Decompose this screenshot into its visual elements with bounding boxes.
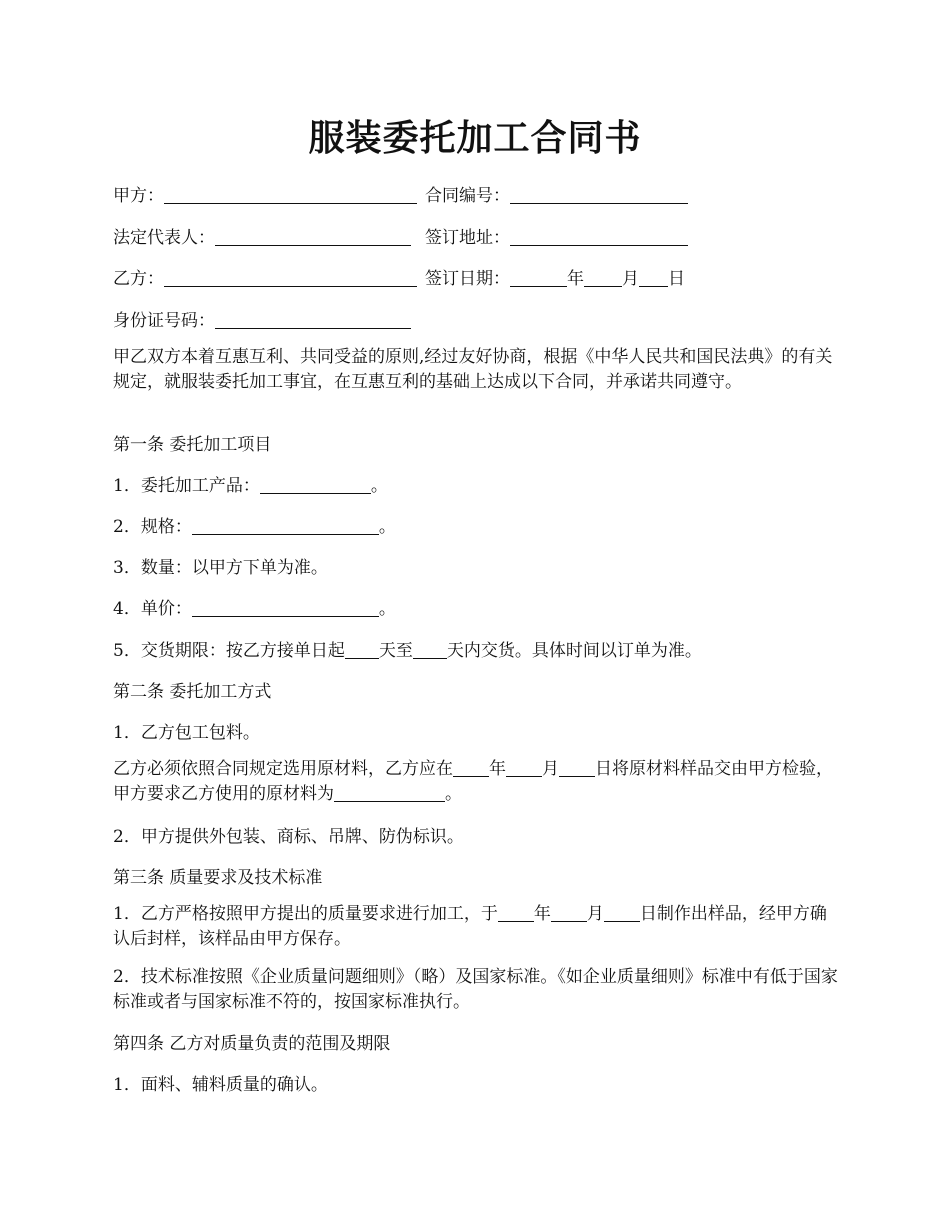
materials-paragraph [113, 757, 843, 807]
legal-rep-label: 法定代表人： [113, 228, 215, 248]
spec-blank [192, 533, 379, 535]
sample-month-blank [551, 920, 587, 922]
materials-text-b: 日将原材料样品交由甲方检验，甲方要求乙方使用的原材料为 [113, 759, 833, 804]
sign-date-label: 签订日期： [425, 269, 510, 289]
contract-no-label: 合同编号： [425, 186, 510, 206]
month-blank [584, 285, 622, 287]
sample-day-blank [604, 920, 640, 922]
item-1-1 [113, 471, 388, 496]
materials-month-label: 月 [542, 759, 559, 779]
legal-rep-line [113, 223, 411, 248]
item-2-1: 1．乙方包工包料。 [113, 723, 260, 743]
materials-day-blank [559, 775, 595, 777]
item-1-2 [113, 512, 396, 537]
month-label: 月 [622, 269, 639, 289]
year-label: 年 [567, 269, 584, 289]
item-1-4 [113, 594, 396, 619]
party-a-blank [164, 202, 417, 204]
document-title: 服装委托加工合同书 [308, 118, 642, 159]
price-blank [192, 615, 379, 617]
item-3-2: 2．技术标准按照《企业质量问题细则》（略）及国家标准。《如企业质量细则》标准中有低于国家标准或者与国家标准不符的，按国家标准执行。 [113, 967, 838, 1012]
period: 。 [370, 476, 388, 496]
sign-address-line [425, 223, 688, 248]
item-1-2-label: 2．规格： [113, 517, 192, 537]
article-1-heading: 第一条 委托加工项目 [113, 435, 272, 455]
sample-year-label: 年 [533, 904, 551, 924]
period: 。 [445, 784, 462, 804]
days-from-blank [345, 657, 379, 659]
party-b-line [113, 264, 417, 289]
party-a-label: 甲方： [113, 186, 164, 206]
item-3-1-text-a: 1．乙方严格按照甲方提出的质量要求进行加工，于 [113, 904, 498, 924]
item-2-2: 2．甲方提供外包装、商标、吊牌、防伪标识。 [113, 827, 464, 847]
id-no-label: 身份证号码： [113, 311, 215, 331]
party-b-label: 乙方： [113, 269, 164, 289]
item-1-3: 3．数量：以甲方下单为准。 [113, 558, 328, 578]
article-3-heading: 第三条 质量要求及技术标准 [113, 868, 323, 888]
sign-address-blank [510, 244, 688, 246]
period: 。 [378, 599, 396, 619]
year-blank [510, 285, 567, 287]
intro-paragraph: 甲乙双方本着互惠互利、共同受益的原则,经过友好协商，根据《中华人民共和国民法典》的有关规定，就服装委托加工事宜，在互惠互利的基础上达成以下合同，并承诺共同遵守。 [113, 347, 833, 392]
party-b-blank [164, 285, 417, 287]
materials-month-blank [506, 775, 542, 777]
item-1-5-text-c: 天内交货。具体时间以订单为准。 [446, 641, 702, 661]
contract-no-blank [510, 202, 688, 204]
sample-year-blank [498, 920, 534, 922]
item-3-1 [113, 902, 843, 952]
article-4-heading: 第四条 乙方对质量负责的范围及期限 [113, 1034, 391, 1054]
article-2-heading: 第二条 委托加工方式 [113, 682, 272, 702]
item-4-1: 1．面料、辅料质量的确认。 [113, 1075, 328, 1095]
item-1-5-text-a: 5．交货期限：按乙方接单日起 [113, 641, 345, 661]
id-no-line [113, 306, 411, 331]
item-1-5 [113, 636, 702, 661]
item-1-5-text-b: 天至 [378, 641, 413, 661]
sign-date-line [425, 264, 685, 289]
legal-rep-blank [215, 244, 411, 246]
materials-year-label: 年 [489, 759, 506, 779]
contract-no-line [425, 181, 688, 206]
days-to-blank [413, 657, 447, 659]
sample-month-label: 月 [586, 904, 604, 924]
period: 。 [378, 517, 396, 537]
item-1-1-label: 1．委托加工产品： [113, 476, 260, 496]
day-label: 日 [668, 269, 685, 289]
materials-year-blank [453, 775, 489, 777]
materials-blank [334, 800, 445, 802]
id-no-blank [215, 327, 411, 329]
party-a-line [113, 181, 417, 206]
materials-text-a: 乙方必须依照合同规定选用原材料，乙方应在 [113, 759, 453, 779]
item-1-4-label: 4．单价： [113, 599, 192, 619]
item-3-1-text-b: 日制作出样品，经甲方确认后封样，该样品由甲方保存。 [113, 904, 827, 949]
product-blank [260, 492, 371, 494]
sign-address-label: 签订地址： [425, 228, 510, 248]
day-blank [639, 285, 668, 287]
